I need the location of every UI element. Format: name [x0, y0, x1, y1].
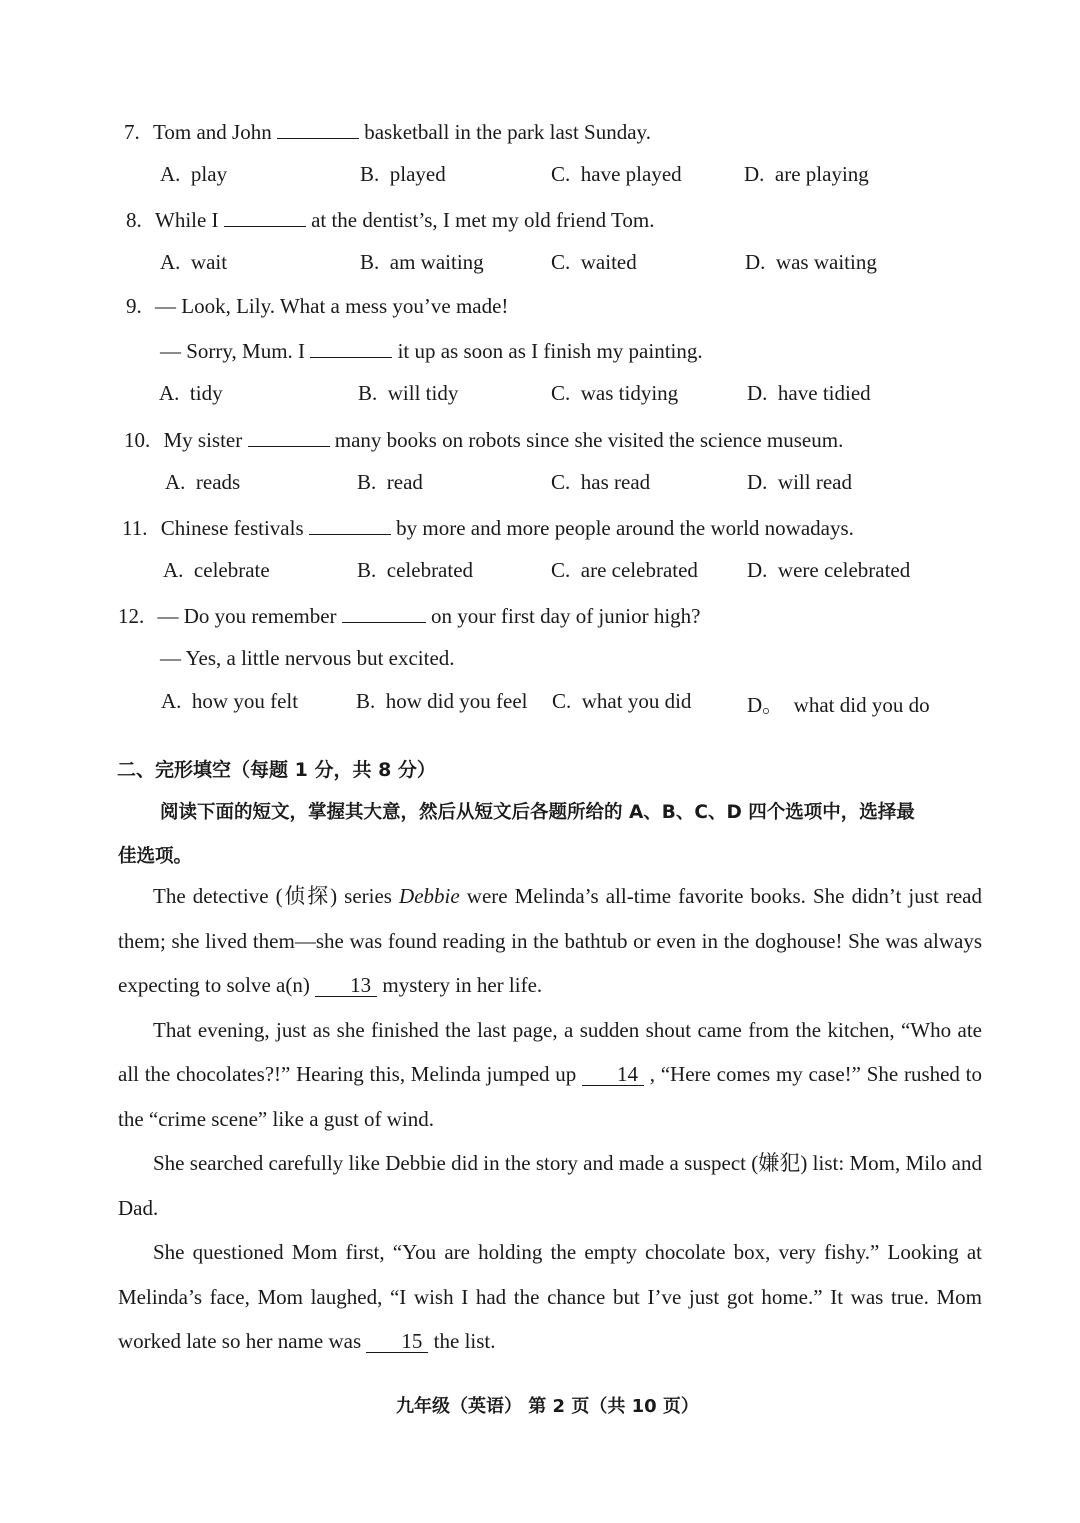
stem-text: at the dentist’s, I met my old friend Tom.	[311, 208, 655, 232]
answer-blank	[342, 602, 426, 623]
stem-text: by more and more people around the world nowadays.	[396, 516, 854, 540]
answer-blank	[248, 426, 330, 447]
stem-text: — Look, Lily. What a mess you’ve made!	[155, 294, 509, 318]
answer-blank	[277, 118, 359, 139]
book-title: Debbie	[399, 884, 460, 908]
passage-paragraph-1: The detective (侦探) series Debbie were Melinda’s all-time favorite books. She didn’t just read them; she lived them—she was found reading in the bathtub or even in the doghouse! She was always expecting to solve a(n) 13 mystery in her life.	[118, 884, 982, 997]
option-d: D. were celebrated	[747, 558, 911, 582]
option-c: C. was tidying	[551, 381, 679, 405]
question-number: 12.	[118, 604, 145, 628]
answer-blank	[224, 206, 306, 227]
stem-text: Chinese festivals	[160, 516, 304, 540]
option-b: B. will tidy	[358, 381, 459, 405]
passage-paragraph-2: That evening, just as she finished the last page, a sudden shout came from the kitchen, “Who ate all the chocolates?!” Hearing this, Melinda jumped up 14 , “Here comes my case!” She rushed to the “crime scene” like a gust of wind.	[118, 1017, 983, 1131]
question-9-stem-line2	[160, 337, 703, 364]
option-d: D。 what did you do	[747, 693, 930, 717]
stem-text: many books on robots since she visited the science museum.	[334, 428, 844, 452]
stem-text: — Yes, a little nervous but excited.	[160, 646, 455, 670]
option-b: B. how did you feel	[356, 689, 528, 713]
option-d: D. will read	[747, 470, 852, 494]
section-heading: 二、完形填空（每题 1 分，共 8 分）	[117, 759, 436, 781]
gap-13: 13	[315, 974, 377, 997]
option-d: D. was waiting	[745, 250, 877, 274]
stem-text: While I	[155, 208, 219, 232]
question-number: 11.	[122, 516, 148, 540]
question-10-stem	[124, 426, 843, 453]
option-b: B. read	[357, 470, 423, 494]
question-8-stem	[126, 206, 655, 233]
stem-text: Tom and John	[153, 120, 272, 144]
stem-text: it up as soon as I finish my painting.	[397, 339, 703, 363]
option-a: A. reads	[165, 470, 241, 494]
option-c: C. have played	[551, 162, 682, 186]
answer-blank	[310, 337, 392, 358]
option-a: A. play	[160, 162, 228, 186]
page-footer: 九年级（英语） 第 2 页（共 10 页）	[396, 1396, 699, 1417]
option-c: C. are celebrated	[551, 558, 698, 582]
option-a: A. how you felt	[161, 689, 299, 713]
option-b: B. celebrated	[357, 558, 474, 582]
stem-text: My sister	[163, 428, 243, 452]
option-d: D. are playing	[744, 162, 869, 186]
question-number: 9.	[126, 294, 142, 318]
gap-15: 15	[366, 1330, 428, 1353]
option-c: C. waited	[551, 250, 637, 274]
option-b: B. played	[360, 162, 446, 186]
section-instruction: 阅读下面的短文，掌握其大意，然后从短文后各题所给的 A、B、C、D 四个选项中，选择最	[160, 802, 915, 823]
passage-paragraph-4: She questioned Mom first, “You are holding the empty chocolate box, very fishy.” Looking at Melinda’s face, Mom laughed, “I wish I had the chance but I’ve just got home.” It was true. Mom worked late so her name was 15 the list.	[118, 1240, 982, 1353]
gap-14: 14	[582, 1063, 644, 1086]
option-a: A. tidy	[159, 381, 223, 405]
option-d: D. have tidied	[747, 381, 871, 405]
question-9-stem-line1	[126, 294, 508, 319]
option-a: A. celebrate	[163, 558, 270, 582]
question-11-stem	[122, 514, 854, 541]
passage-paragraph-3: She searched carefully like Debbie did in the story and made a suspect (嫌犯) list: Mom, Milo and Dad.	[118, 1151, 982, 1220]
stem-text: basketball in the park last Sunday.	[364, 120, 651, 144]
option-c: C. has read	[551, 470, 651, 494]
question-number: 8.	[126, 208, 142, 232]
question-12-stem-line1	[118, 602, 701, 629]
section-instruction-cont: 佳选项。	[118, 846, 193, 867]
option-c: C. what you did	[552, 689, 692, 713]
question-number: 7.	[124, 120, 140, 144]
option-b: B. am waiting	[360, 250, 484, 274]
question-12-stem-line2	[160, 646, 455, 671]
stem-text: on your first day of junior high?	[431, 604, 701, 628]
question-7-stem	[124, 118, 651, 145]
question-number: 10.	[124, 428, 151, 452]
stem-text: — Do you remember	[157, 604, 337, 628]
stem-text: — Sorry, Mum. I	[160, 339, 306, 363]
option-a: A. wait	[160, 250, 228, 274]
answer-blank	[309, 514, 391, 535]
cloze-passage	[118, 874, 982, 1364]
